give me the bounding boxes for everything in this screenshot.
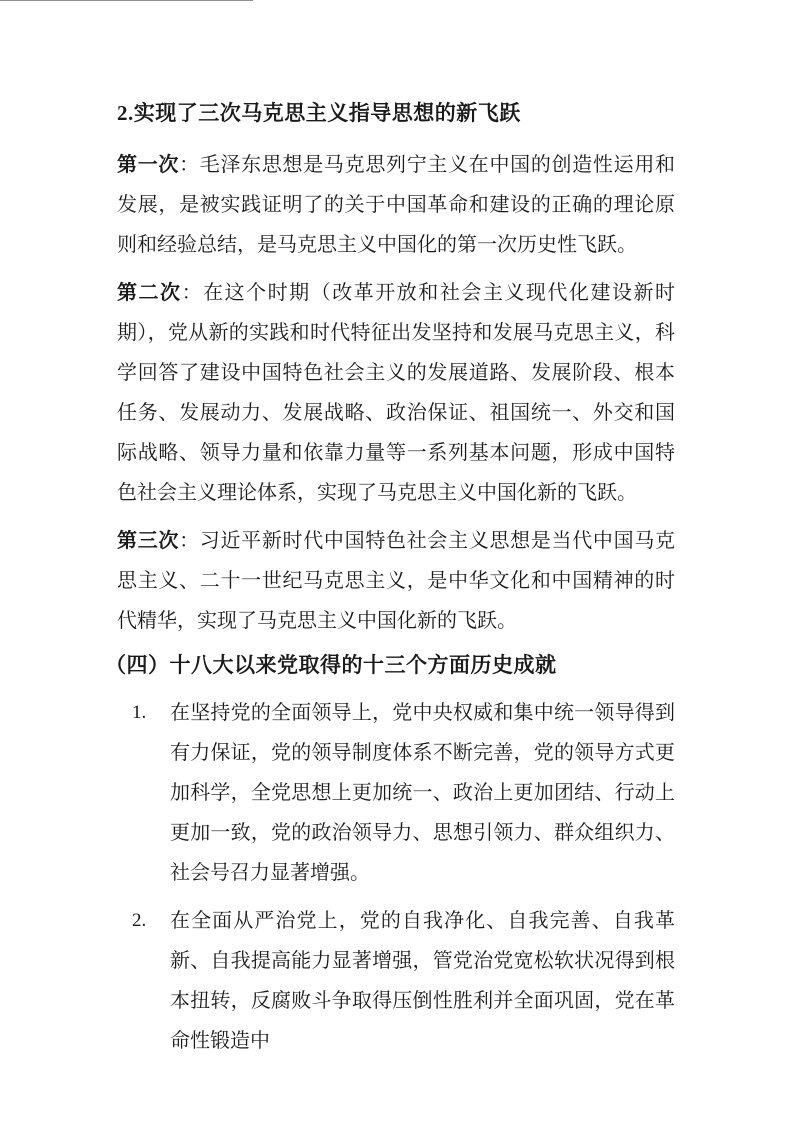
paragraph-text: 习近平新时代中国特色社会主义思想是当代中国马克思主义、二十一世纪马克思主义，是中华文化和中国精神的时代精华，实现了马克思主义中国化新的飞跃。 [117, 530, 676, 632]
section-heading-marxism-leaps: 2.实现了三次马克思主义指导思想的新飞跃 [117, 101, 521, 125]
paragraph-label-second: 第二次 [117, 282, 182, 304]
achievement-list [117, 693, 675, 1061]
paragraph-separator: ： [179, 154, 200, 176]
list-item [117, 901, 675, 1061]
paragraph-text: 毛泽东思想是马克思列宁主义在中国的创造性运用和发展，是被实践证明了的关于中国革命和建设的正确的理论原则和经验总结，是马克思主义中国化的第一次历史性飞跃。 [117, 154, 676, 256]
paragraph-separator: ： [179, 530, 200, 552]
list-item-number: 1. [132, 702, 147, 723]
paragraph-label-first: 第一次 [117, 154, 180, 176]
list-item-text: 在坚持党的全面领导上，党中央权威和集中统一领导得到有力保证，党的领导制度体系不断完善，党的领导方式更加科学，全党思想上更加统一、政治上更加团结、行动上更加一致，党的政治领导力、思想引领力、群众组织力、社会号召力显著增强。 [170, 702, 675, 884]
paragraph-text: 在这个时期（改革开放和社会主义现代化建设新时期），党从新的实践和时代特征出发坚持和发展马克思主义，科学回答了建设中国特色社会主义的发展道路、发展阶段、根本任务、发展动力、发展战略、政治保证、祖国统一、外交和国际战略、领导力量和依靠力量等一系列基本问题，形成中国特色社会主义理论体系，实现了马克思主义中国化新的飞跃。 [117, 282, 676, 504]
list-item [117, 693, 675, 893]
paragraph-third-leap [117, 521, 675, 641]
window-edge-line [0, 0, 253, 1]
paragraph-first-leap [117, 145, 675, 265]
document-content [105, 93, 676, 1069]
list-item-number: 2. [132, 910, 147, 931]
paragraph-label-third: 第三次 [117, 530, 180, 552]
paragraph-separator: ： [181, 282, 204, 304]
paragraph-second-leap [117, 273, 675, 513]
section-heading-achievements: （四）十八大以来党取得的十三个方面历史成就 [105, 653, 557, 677]
list-item-text: 在全面从严治党上，党的自我净化、自我完善、自我革新、自我提高能力显著增强，管党治党宽松软状况得到根本扭转，反腐败斗争取得压倒性胜利并全面巩固，党在革命性锻造中 [170, 910, 675, 1052]
